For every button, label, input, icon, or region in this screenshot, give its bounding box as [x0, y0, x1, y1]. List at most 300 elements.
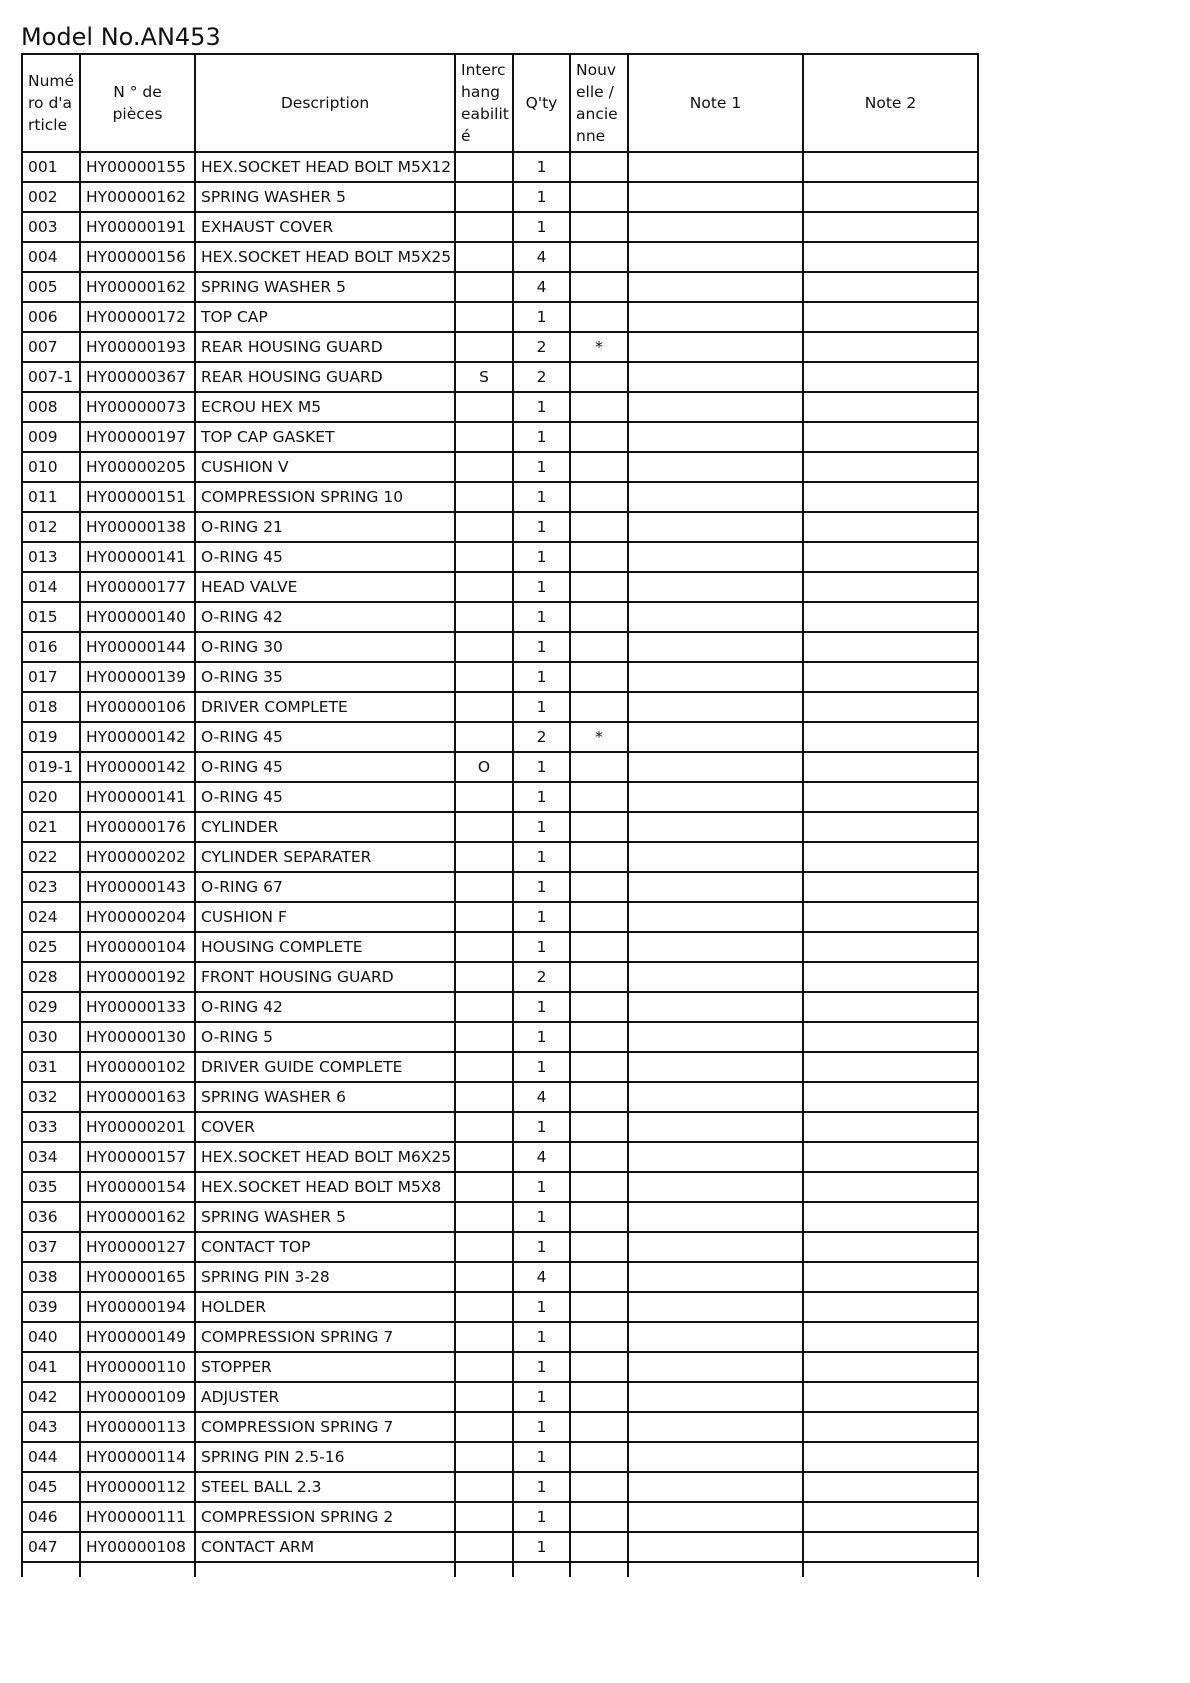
cell-description: SPRING WASHER 5: [195, 182, 455, 212]
cell-description: STEEL BALL 2.3: [195, 1472, 455, 1502]
header-description: Description: [195, 54, 455, 152]
table-row: [22, 1172, 978, 1202]
cell-note1: [628, 1052, 803, 1082]
cell-description: DRIVER GUIDE COMPLETE: [195, 1052, 455, 1082]
table-row: [22, 242, 978, 272]
cell-note1: [628, 872, 803, 902]
cell-interchangeability: [455, 302, 513, 332]
cell-note2: [803, 512, 978, 542]
cell-description: O-RING 42: [195, 602, 455, 632]
cell-part-no: HY00000143: [80, 872, 195, 902]
parts-table: [21, 53, 979, 1577]
cell-interchangeability: [455, 1382, 513, 1412]
cell-interchangeability: [455, 572, 513, 602]
cell-item-no: 022: [22, 842, 80, 872]
cell-description: ECROU HEX M5: [195, 392, 455, 422]
cell-description: [195, 1562, 455, 1577]
cell-description: SPRING WASHER 5: [195, 1202, 455, 1232]
table-row: [22, 1262, 978, 1292]
cell-item-no: 030: [22, 1022, 80, 1052]
cell-note2: [803, 632, 978, 662]
cell-part-no: HY00000204: [80, 902, 195, 932]
cell-part-no: HY00000157: [80, 1142, 195, 1172]
cell-qty: 1: [513, 1292, 570, 1322]
cell-description: COVER: [195, 1112, 455, 1142]
cell-note2: [803, 1262, 978, 1292]
parts-table-body: [22, 152, 978, 1577]
cell-part-no: HY00000141: [80, 542, 195, 572]
cell-description: O-RING 5: [195, 1022, 455, 1052]
cell-item-no: 014: [22, 572, 80, 602]
table-row: [22, 1202, 978, 1232]
cell-note1: [628, 1022, 803, 1052]
cell-interchangeability: [455, 632, 513, 662]
table-row: [22, 662, 978, 692]
cell-interchangeability: [455, 212, 513, 242]
cell-interchangeability: [455, 242, 513, 272]
cell-qty: 4: [513, 1142, 570, 1172]
cell-part-no: HY00000205: [80, 452, 195, 482]
cell-note2: [803, 692, 978, 722]
cell-part-no: HY00000102: [80, 1052, 195, 1082]
cell-item-no: 037: [22, 1232, 80, 1262]
cell-item-no: 045: [22, 1472, 80, 1502]
cell-description: DRIVER COMPLETE: [195, 692, 455, 722]
cell-note2: [803, 1022, 978, 1052]
table-row: [22, 1052, 978, 1082]
cell-new-old: [570, 392, 628, 422]
cell-item-no: 004: [22, 242, 80, 272]
cell-item-no: 003: [22, 212, 80, 242]
cell-qty: 4: [513, 1082, 570, 1112]
table-row: [22, 722, 978, 752]
cell-qty: 1: [513, 1322, 570, 1352]
cell-new-old: [570, 1292, 628, 1322]
cell-note2: [803, 422, 978, 452]
cell-description: O-RING 30: [195, 632, 455, 662]
cell-new-old: [570, 452, 628, 482]
cell-part-no: [80, 1562, 195, 1577]
cell-new-old: [570, 152, 628, 182]
cell-description: COMPRESSION SPRING 2: [195, 1502, 455, 1532]
cell-note1: [628, 272, 803, 302]
table-row: [22, 1442, 978, 1472]
cell-item-no: 038: [22, 1262, 80, 1292]
table-row: [22, 962, 978, 992]
cell-part-no: HY00000154: [80, 1172, 195, 1202]
cell-description: HEX.SOCKET HEAD BOLT M5X12: [195, 152, 455, 182]
cell-part-no: HY00000141: [80, 782, 195, 812]
cell-new-old: [570, 542, 628, 572]
cell-item-no: 011: [22, 482, 80, 512]
cell-part-no: HY00000193: [80, 332, 195, 362]
cell-part-no: HY00000106: [80, 692, 195, 722]
cell-new-old: [570, 602, 628, 632]
cell-note2: [803, 1472, 978, 1502]
table-row: [22, 152, 978, 182]
cell-new-old: [570, 362, 628, 392]
cell-qty: 1: [513, 992, 570, 1022]
cell-new-old: [570, 1322, 628, 1352]
cell-part-no: HY00000104: [80, 932, 195, 962]
cell-qty: 1: [513, 482, 570, 512]
table-row: [22, 1322, 978, 1352]
cell-interchangeability: [455, 1052, 513, 1082]
cell-description: CUSHION F: [195, 902, 455, 932]
cell-part-no: HY00000162: [80, 1202, 195, 1232]
cell-note2: [803, 272, 978, 302]
cell-note2: [803, 242, 978, 272]
cell-note1: [628, 1382, 803, 1412]
table-row: [22, 572, 978, 602]
cell-note2: [803, 482, 978, 512]
cell-new-old: [570, 1352, 628, 1382]
cell-note2: [803, 332, 978, 362]
cell-note1: [628, 332, 803, 362]
cell-note1: [628, 1502, 803, 1532]
cell-interchangeability: [455, 1202, 513, 1232]
cell-qty: 1: [513, 1232, 570, 1262]
cell-note1: [628, 1292, 803, 1322]
cell-note2: [803, 1322, 978, 1352]
cell-note1: [628, 722, 803, 752]
cell-qty: 1: [513, 1202, 570, 1232]
cell-note1: [628, 632, 803, 662]
cell-qty: 1: [513, 662, 570, 692]
cell-note2: [803, 1442, 978, 1472]
cell-part-no: HY00000073: [80, 392, 195, 422]
cell-note1: [628, 962, 803, 992]
cell-description: TOP CAP: [195, 302, 455, 332]
table-row: [22, 1232, 978, 1262]
cell-interchangeability: [455, 512, 513, 542]
cell-description: HEX.SOCKET HEAD BOLT M6X25: [195, 1142, 455, 1172]
cell-interchangeability: [455, 872, 513, 902]
cell-note2: [803, 1052, 978, 1082]
cell-part-no: HY00000177: [80, 572, 195, 602]
header-item-no: Numéro d'article: [22, 54, 80, 152]
cell-note2: [803, 1562, 978, 1577]
cell-qty: 1: [513, 392, 570, 422]
cell-interchangeability: [455, 1472, 513, 1502]
cell-note1: [628, 452, 803, 482]
table-row: [22, 212, 978, 242]
cell-item-no: 007: [22, 332, 80, 362]
table-row: [22, 602, 978, 632]
cell-new-old: [570, 692, 628, 722]
cell-part-no: HY00000111: [80, 1502, 195, 1532]
cell-interchangeability: [455, 842, 513, 872]
cell-new-old: [570, 482, 628, 512]
header-qty: Q'ty: [513, 54, 570, 152]
cell-note1: [628, 422, 803, 452]
cell-interchangeability: [455, 662, 513, 692]
table-row-cut-off: [22, 1562, 978, 1577]
cell-note1: [628, 1172, 803, 1202]
cell-note2: [803, 1172, 978, 1202]
table-row: [22, 692, 978, 722]
cell-note1: [628, 1532, 803, 1562]
cell-new-old: [570, 1502, 628, 1532]
cell-new-old: *: [570, 722, 628, 752]
cell-item-no: 028: [22, 962, 80, 992]
cell-item-no: 019-1: [22, 752, 80, 782]
cell-description: O-RING 45: [195, 752, 455, 782]
cell-note2: [803, 962, 978, 992]
cell-new-old: [570, 842, 628, 872]
cell-part-no: HY00000197: [80, 422, 195, 452]
cell-qty: 1: [513, 902, 570, 932]
cell-part-no: HY00000112: [80, 1472, 195, 1502]
cell-interchangeability: [455, 1292, 513, 1322]
cell-new-old: [570, 1082, 628, 1112]
cell-item-no: 047: [22, 1532, 80, 1562]
cell-new-old: [570, 1172, 628, 1202]
cell-qty: 1: [513, 1382, 570, 1412]
cell-item-no: 017: [22, 662, 80, 692]
cell-qty: 1: [513, 1442, 570, 1472]
cell-qty: 1: [513, 782, 570, 812]
cell-part-no: HY00000149: [80, 1322, 195, 1352]
cell-note1: [628, 1442, 803, 1472]
cell-interchangeability: [455, 1352, 513, 1382]
cell-note1: [628, 602, 803, 632]
cell-interchangeability: [455, 152, 513, 182]
cell-interchangeability: [455, 782, 513, 812]
cell-part-no: HY00000133: [80, 992, 195, 1022]
cell-note2: [803, 182, 978, 212]
cell-part-no: HY00000110: [80, 1352, 195, 1382]
cell-description: O-RING 45: [195, 782, 455, 812]
cell-note2: [803, 1532, 978, 1562]
cell-item-no: 010: [22, 452, 80, 482]
cell-description: COMPRESSION SPRING 10: [195, 482, 455, 512]
cell-note1: [628, 812, 803, 842]
header-row: [22, 54, 978, 152]
cell-part-no: HY00000140: [80, 602, 195, 632]
cell-note2: [803, 842, 978, 872]
cell-interchangeability: [455, 272, 513, 302]
cell-note1: [628, 1262, 803, 1292]
cell-part-no: HY00000142: [80, 722, 195, 752]
cell-qty: 4: [513, 242, 570, 272]
header-note2: Note 2: [803, 54, 978, 152]
cell-new-old: [570, 1472, 628, 1502]
cell-item-no: 032: [22, 1082, 80, 1112]
cell-description: COMPRESSION SPRING 7: [195, 1412, 455, 1442]
table-row: [22, 1382, 978, 1412]
cell-new-old: [570, 272, 628, 302]
cell-note1: [628, 392, 803, 422]
cell-note2: [803, 452, 978, 482]
table-row: [22, 512, 978, 542]
table-row: [22, 1112, 978, 1142]
cell-qty: 2: [513, 362, 570, 392]
header-part-no: N ° de pièces: [80, 54, 195, 152]
cell-description: O-RING 21: [195, 512, 455, 542]
cell-interchangeability: [455, 692, 513, 722]
cell-interchangeability: [455, 422, 513, 452]
cell-description: O-RING 35: [195, 662, 455, 692]
cell-note1: [628, 782, 803, 812]
table-row: [22, 902, 978, 932]
cell-item-no: 042: [22, 1382, 80, 1412]
cell-item-no: 008: [22, 392, 80, 422]
cell-interchangeability: [455, 932, 513, 962]
cell-item-no: 041: [22, 1352, 80, 1382]
cell-new-old: [570, 752, 628, 782]
cell-note2: [803, 752, 978, 782]
cell-item-no: 034: [22, 1142, 80, 1172]
cell-note2: [803, 782, 978, 812]
cell-note2: [803, 932, 978, 962]
cell-note1: [628, 1142, 803, 1172]
cell-note1: [628, 542, 803, 572]
cell-part-no: HY00000130: [80, 1022, 195, 1052]
table-row: [22, 542, 978, 572]
cell-new-old: [570, 782, 628, 812]
cell-qty: 1: [513, 542, 570, 572]
cell-note2: [803, 1352, 978, 1382]
table-row: [22, 752, 978, 782]
cell-note1: [628, 152, 803, 182]
cell-part-no: HY00000156: [80, 242, 195, 272]
cell-note2: [803, 872, 978, 902]
cell-note2: [803, 602, 978, 632]
table-row: [22, 842, 978, 872]
table-row: [22, 992, 978, 1022]
table-row: [22, 362, 978, 392]
cell-description: EXHAUST COVER: [195, 212, 455, 242]
cell-interchangeability: [455, 722, 513, 752]
cell-new-old: [570, 1442, 628, 1472]
cell-qty: 1: [513, 1532, 570, 1562]
cell-note1: [628, 1472, 803, 1502]
cell-part-no: HY00000172: [80, 302, 195, 332]
cell-item-no: 046: [22, 1502, 80, 1532]
cell-interchangeability: [455, 1112, 513, 1142]
table-row: [22, 1412, 978, 1442]
cell-description: SPRING PIN 2.5-16: [195, 1442, 455, 1472]
cell-note1: [628, 662, 803, 692]
cell-interchangeability: [455, 392, 513, 422]
cell-item-no: 001: [22, 152, 80, 182]
cell-note2: [803, 1292, 978, 1322]
cell-item-no: 024: [22, 902, 80, 932]
cell-new-old: [570, 572, 628, 602]
table-row: [22, 452, 978, 482]
cell-description: O-RING 45: [195, 722, 455, 752]
cell-description: HEX.SOCKET HEAD BOLT M5X25: [195, 242, 455, 272]
cell-qty: 2: [513, 722, 570, 752]
table-row: [22, 1082, 978, 1112]
cell-interchangeability: [455, 332, 513, 362]
cell-note2: [803, 212, 978, 242]
cell-part-no: HY00000142: [80, 752, 195, 782]
cell-new-old: [570, 212, 628, 242]
cell-part-no: HY00000202: [80, 842, 195, 872]
cell-new-old: [570, 182, 628, 212]
cell-interchangeability: [455, 602, 513, 632]
cell-item-no: 043: [22, 1412, 80, 1442]
cell-item-no: 005: [22, 272, 80, 302]
cell-note2: [803, 572, 978, 602]
cell-interchangeability: [455, 452, 513, 482]
cell-part-no: HY00000108: [80, 1532, 195, 1562]
cell-item-no: [22, 1562, 80, 1577]
cell-description: CUSHION V: [195, 452, 455, 482]
cell-part-no: HY00000163: [80, 1082, 195, 1112]
table-row: [22, 872, 978, 902]
cell-item-no: 023: [22, 872, 80, 902]
cell-note1: [628, 1412, 803, 1442]
cell-part-no: HY00000367: [80, 362, 195, 392]
cell-qty: 1: [513, 842, 570, 872]
cell-part-no: HY00000155: [80, 152, 195, 182]
cell-note1: [628, 842, 803, 872]
cell-note1: [628, 1112, 803, 1142]
cell-description: COMPRESSION SPRING 7: [195, 1322, 455, 1352]
cell-interchangeability: [455, 182, 513, 212]
table-row: [22, 482, 978, 512]
cell-note1: [628, 1232, 803, 1262]
cell-qty: 1: [513, 212, 570, 242]
cell-qty: 2: [513, 332, 570, 362]
cell-qty: 1: [513, 182, 570, 212]
cell-new-old: *: [570, 332, 628, 362]
cell-part-no: HY00000114: [80, 1442, 195, 1472]
cell-description: SPRING WASHER 6: [195, 1082, 455, 1112]
table-row: [22, 182, 978, 212]
cell-note2: [803, 722, 978, 752]
cell-interchangeability: [455, 1172, 513, 1202]
cell-description: FRONT HOUSING GUARD: [195, 962, 455, 992]
cell-note2: [803, 1412, 978, 1442]
cell-description: CONTACT TOP: [195, 1232, 455, 1262]
cell-new-old: [570, 1232, 628, 1262]
header-interchangeability: Interchangeabilité: [455, 54, 513, 152]
cell-new-old: [570, 962, 628, 992]
cell-item-no: 018: [22, 692, 80, 722]
cell-item-no: 031: [22, 1052, 80, 1082]
cell-note2: [803, 1112, 978, 1142]
cell-description: SPRING PIN 3-28: [195, 1262, 455, 1292]
cell-description: ADJUSTER: [195, 1382, 455, 1412]
cell-interchangeability: [455, 482, 513, 512]
cell-note1: [628, 242, 803, 272]
table-row: [22, 422, 978, 452]
cell-item-no: 020: [22, 782, 80, 812]
page-title: Model No.AN453: [21, 23, 221, 51]
cell-description: CYLINDER: [195, 812, 455, 842]
cell-new-old: [570, 872, 628, 902]
cell-note2: [803, 812, 978, 842]
cell-new-old: [570, 1052, 628, 1082]
cell-item-no: 007-1: [22, 362, 80, 392]
cell-new-old: [570, 1532, 628, 1562]
cell-qty: 1: [513, 572, 570, 602]
cell-note1: [628, 362, 803, 392]
table-row: [22, 1502, 978, 1532]
cell-note1: [628, 302, 803, 332]
cell-interchangeability: [455, 1262, 513, 1292]
table-row: [22, 782, 978, 812]
table-row: [22, 1292, 978, 1322]
cell-item-no: 035: [22, 1172, 80, 1202]
cell-qty: 1: [513, 452, 570, 482]
cell-description: HOLDER: [195, 1292, 455, 1322]
cell-qty: 1: [513, 1502, 570, 1532]
